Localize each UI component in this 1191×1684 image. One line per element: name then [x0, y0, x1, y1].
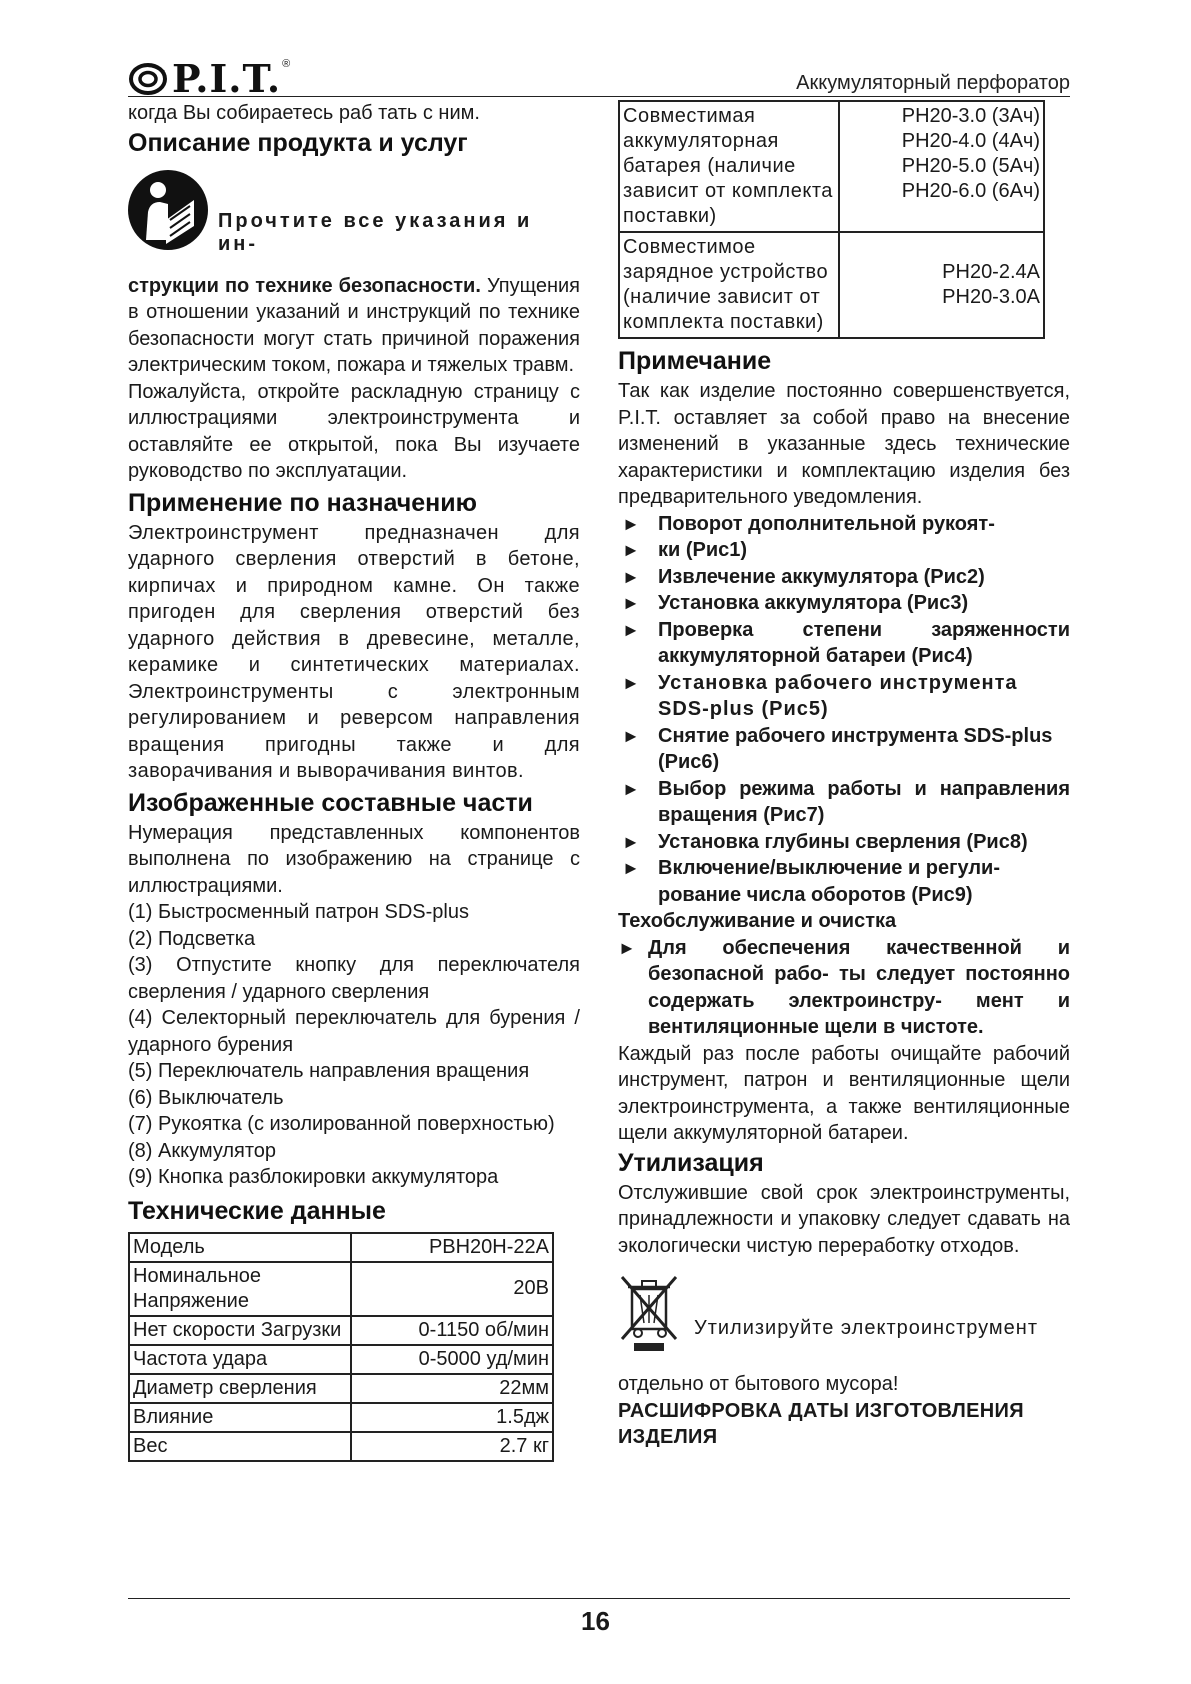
- spec-key: Вес: [129, 1432, 351, 1461]
- triangle-bullet-icon: ►: [622, 831, 640, 852]
- table-row: [129, 1345, 553, 1374]
- list-item: (1) Быстросменный патрон SDS-plus: [128, 901, 469, 923]
- spec-key: Диаметр сверления: [129, 1374, 351, 1403]
- warning-body: [128, 273, 580, 379]
- compat-value: [839, 101, 1044, 232]
- list-item: (7) Рукоятка (с изолированной поверхностью): [128, 1113, 555, 1135]
- spec-key: Частота удара: [129, 1345, 351, 1374]
- maintenance-bullet-text: Для обеспечения качественной и безопасной рабо- ты следует постоянно содержать электроинстру- мент и вентиляционные щели в чистоте.: [648, 936, 1070, 1038]
- date-decoding-title: РАСШИФРОВКА ДАТЫ ИЗГОТОВЛЕНИЯ ИЗДЕЛИЯ: [618, 1399, 1024, 1448]
- open-fold-page-text: Пожалуйста, откройте раскладную страницу с иллюстрациями электроинструмента и оставляйте ее открытой, пока Вы изучаете руководство по эксплуатации.: [128, 380, 580, 482]
- list-item-text: Поворот дополнительной рукоят-: [658, 512, 995, 535]
- header-title: Аккумуляторный перфоратор: [796, 72, 1070, 94]
- parts-list: [128, 899, 580, 1191]
- battery-model: PH20-6.0 (6Ач): [901, 180, 1040, 202]
- compat-key: Совместимая аккумуляторная батарея (наличие зависит от комплекта поставки): [619, 101, 839, 232]
- list-item-text: Выбор режима работы и направления вращения (Рис7): [658, 777, 1070, 826]
- triangle-bullet-icon: ►: [622, 619, 640, 640]
- battery-model: PH20-4.0 (4Ач): [901, 130, 1040, 152]
- disposal-text: Отслужившие свой срок электроинструменты, принадлежности и упаковку следует сдавать на экологически чистую переработку отходов.: [618, 1181, 1070, 1257]
- charger-model: PH20-3.0A: [942, 286, 1040, 308]
- specs-table: [128, 1232, 554, 1462]
- list-item: [618, 564, 1070, 591]
- read-manual-icon: [128, 170, 208, 250]
- list-item: (4) Селекторный переключатель для бурения / ударного бурения: [128, 1007, 580, 1056]
- triangle-bullet-icon: ►: [622, 778, 640, 799]
- list-item-text: Извлечение аккумулятора (Рис2): [658, 565, 985, 588]
- table-row: [129, 1262, 553, 1316]
- table-row: [619, 101, 1044, 232]
- brand-logo-icon: [128, 60, 168, 96]
- section-title-note: Примечание: [618, 347, 772, 375]
- warning-heading: Прочтите все указания и ин-: [218, 209, 533, 255]
- maintenance-title: Техобслуживание и очистка: [618, 910, 897, 932]
- list-item-text: Установка глубины сверления (Рис8): [658, 830, 1028, 853]
- list-item-text: Установка аккумулятора (Рис3): [658, 592, 969, 614]
- list-item: [618, 829, 1070, 856]
- spec-value: 20В: [351, 1262, 553, 1316]
- compat-value: [839, 232, 1044, 338]
- list-item: [618, 855, 1070, 908]
- compat-key: Совместимое зарядное устройство (наличие зависит от комплекта поставки): [619, 232, 839, 338]
- weee-notice: [618, 1273, 1070, 1371]
- spec-value: 0-5000 уд/мин: [351, 1345, 553, 1374]
- table-row: [619, 232, 1044, 338]
- spec-value: 2.7 кг: [351, 1432, 553, 1461]
- warning-rest-text: Упущения в отношении указаний и инструкций по технике безопасности могут стать причиной поражения электрическим током, пожара и тяжелых травм.: [128, 274, 580, 376]
- section-title-disposal: Утилизация: [618, 1148, 764, 1177]
- header-divider: [128, 96, 1070, 97]
- spec-value: PBH20H-22A: [351, 1233, 553, 1262]
- battery-model: PH20-5.0 (5Ач): [901, 155, 1040, 177]
- spec-value: 22мм: [351, 1374, 553, 1403]
- page-number: 16: [581, 1606, 610, 1636]
- spec-value: 0-1150 об/мин: [351, 1316, 553, 1345]
- table-row: [129, 1403, 553, 1432]
- note-text: Так как изделие постоянно совершенствуется, P.I.T. оставляет за собой право на внесение изменений в указанные здесь технические характеристики и комплектацию изделия без предварительного уведомления.: [618, 380, 1070, 508]
- table-row: [129, 1432, 553, 1461]
- recycle-text: Утилизируйте электроинструмент: [694, 1317, 1038, 1339]
- compatibility-table: [618, 100, 1045, 339]
- warning-bold-text: струкции по технике безопасности.: [128, 274, 481, 297]
- list-item: (8) Аккумулятор: [128, 1139, 277, 1162]
- list-item: [618, 723, 1070, 776]
- triangle-bullet-icon: ►: [622, 513, 640, 534]
- triangle-bullet-icon: ►: [622, 672, 641, 693]
- triangle-bullet-icon: ►: [622, 566, 640, 587]
- list-item: (6) Выключатель: [128, 1086, 284, 1109]
- purpose-text: Электроинструмент предназначен для ударного сверления отверстий в бетоне, кирпичах и природном камне. Он также пригоден для сверления отверстий без ударного действия в древесине, металле, керамике и синтетических материалах. Электроинструменты с электронным регулированием и реверсом направления вращения пригодны также и для заворачивания и выворачивания винтов.: [128, 521, 580, 782]
- parts-intro: Нумерация представленных компонентов выполнена по изображению на странице с иллюстрациями.: [128, 821, 580, 897]
- triangle-bullet-icon: ►: [622, 725, 640, 746]
- registered-mark: ®: [282, 58, 291, 70]
- spec-key: Номинальное Напряжение: [129, 1262, 351, 1316]
- section-title-purpose: Применение по назначению: [128, 488, 477, 517]
- right-column: [618, 100, 1070, 1451]
- charger-model: PH20-2.4A: [942, 261, 1040, 283]
- triangle-bullet-icon: ►: [618, 937, 636, 958]
- brand-logo: [128, 56, 290, 100]
- safety-warning: [128, 162, 580, 274]
- section-title-description: Описание продукта и услуг: [128, 128, 468, 157]
- table-row: [129, 1316, 553, 1345]
- spec-key: Нет скорости Загрузки: [129, 1316, 351, 1345]
- maintenance-text: Каждый раз после работы очищайте рабочий инструмент, патрон и вентиляционные щели электроинструмента, а также вентиляционные щели аккумуляторной батареи.: [618, 1042, 1070, 1144]
- section-title-specs: Технические данные: [128, 1196, 386, 1225]
- left-column: [128, 100, 580, 1462]
- list-item-text: Включение/выключение и регули-рование числа оборотов (Рис9): [658, 857, 1000, 906]
- list-item: [618, 617, 1070, 670]
- spec-key: Модель: [129, 1233, 351, 1262]
- table-row: [129, 1233, 553, 1262]
- figure-list: [618, 511, 1070, 909]
- list-item: (2) Подсветка: [128, 927, 256, 950]
- intro-line: когда Вы собираетесь раб тать с ним.: [128, 102, 480, 124]
- battery-model: PH20-3.0 (3Ач): [901, 105, 1040, 127]
- brand-logo-text: P.I.T.: [172, 55, 282, 101]
- list-item: [618, 776, 1070, 829]
- list-item-text: ки (Рис1): [658, 539, 748, 561]
- list-item: (3) Отпустите кнопку для переключателя сверления / ударного сверления: [128, 954, 580, 1003]
- triangle-bullet-icon: ►: [622, 540, 640, 560]
- list-item-text: Установка рабочего инструмента SDS-plus (Рис5): [658, 671, 1018, 720]
- list-item: [618, 670, 1070, 723]
- triangle-bullet-icon: ►: [622, 858, 640, 878]
- footer-divider: [128, 1598, 1070, 1599]
- list-item: [618, 537, 1070, 564]
- table-row: [129, 1374, 553, 1403]
- list-item: (5) Переключатель направления вращения: [128, 1060, 530, 1082]
- list-item-text: Проверка степени заряженности аккумуляторной батареи (Рис4): [658, 618, 1070, 667]
- spec-key: Влияние: [129, 1403, 351, 1432]
- list-item: [618, 511, 1070, 538]
- maintenance-bullet: [618, 935, 1070, 1041]
- triangle-bullet-icon: ►: [622, 593, 640, 613]
- list-item: [618, 590, 1070, 617]
- crossed-bin-icon: [618, 1273, 680, 1353]
- recycle-text-continued: отдельно от бытового мусора!: [618, 1373, 899, 1395]
- list-item-text: Снятие рабочего инструмента SDS-plus (Рис6): [658, 724, 1053, 773]
- spec-value: 1.5дж: [351, 1403, 553, 1432]
- list-item: (9) Кнопка разблокировки аккумулятора: [128, 1166, 499, 1188]
- section-title-parts: Изображенные составные части: [128, 788, 533, 817]
